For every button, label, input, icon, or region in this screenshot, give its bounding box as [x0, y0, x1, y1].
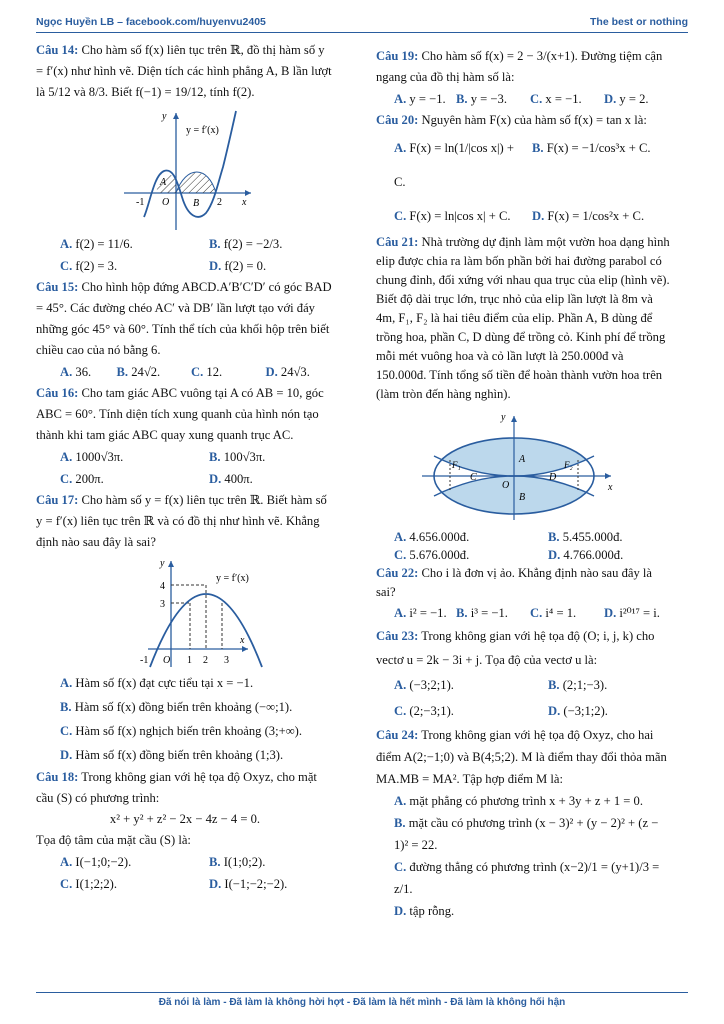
q22-options: [376, 602, 672, 624]
q21-region-a: A: [519, 454, 526, 465]
q21-text: Nhà trường dự định làm một vườn hoa dạng hình elip được chia ra làm bốn phần bởi hai đường parabol có chung đỉnh, đối xứng với nhau qua trục của elip (hình vẽ). Biết độ dài trục lớn, trục nhỏ của elip lần lượt là 8m và 4m, F₁, F₂ là hai tiêu điểm của elip. Phần A, B dùng để trồng hoa, phần C, D dùng để trồng cỏ. Kinh phí để trồng mỗi mét vuông hoa và cỏ lần lượt là 250.000đ và 150.000đ. Tính tổng số tiền để hoàn thành vườn hoa trên (làm tròn đến hàng nghìn).: [376, 235, 670, 401]
question-23: [376, 624, 672, 724]
q17-tick-m1: -1: [140, 655, 149, 666]
question-20: [376, 110, 672, 233]
q15-text: Cho hình hộp đứng ABCD.A′B′C′D′ có góc BAD = 45°. Các đường chéo AC′ và DB′ lần lượt tạo với đáy những góc 45° và 60°. Tính thể tích của khối hộp trên biết chiều cao của nó bằng 6.: [36, 280, 332, 357]
q16-label: Câu 16:: [36, 386, 79, 400]
q17-option-b[interactable]: B. Hàm số f(x) đồng biến trên khoảng (−∞;1).: [60, 700, 293, 714]
q23-label: Câu 23:: [376, 629, 419, 643]
q14-origin: O: [162, 197, 170, 208]
q17-graph: [36, 553, 334, 671]
q14-region-b: B: [193, 198, 200, 209]
q20-option-c[interactable]: C. F(x) = ln|cos x| + C.: [394, 209, 511, 223]
q19-option-a[interactable]: A. y = −1.: [394, 92, 446, 106]
question-21: [376, 233, 672, 564]
q24-option-d[interactable]: D. tập rỗng.: [394, 904, 455, 918]
q21-focus-2: F₂: [564, 460, 573, 470]
q14-option-c[interactable]: C. f(2) = 3.: [60, 259, 118, 273]
q14-options: [36, 233, 334, 277]
q18-label: Câu 18:: [36, 770, 79, 784]
right-column: [376, 40, 672, 922]
q21-option-c[interactable]: C. 5.676.000đ.: [394, 548, 470, 562]
q21-region-b: B: [519, 492, 526, 503]
q24-option-c[interactable]: C. đường thẳng có phương trình (x−2)/1 = (y+1)/3 = z/1.: [394, 860, 660, 896]
q17-text: Cho hàm số y = f(x) liên tục trên ℝ. Biết hàm số y = f′(x) liên tục trên ℝ và có đồ thị như hình vẽ. Khẳng định nào sau đây là sai?: [36, 493, 327, 549]
q17-option-a[interactable]: A. Hàm số f(x) đạt cực tiểu tại x = −1.: [60, 676, 254, 690]
q17-tick-1: 1: [187, 655, 192, 666]
q16-option-b[interactable]: B. 100√3π.: [209, 450, 266, 464]
q19-option-c[interactable]: C. x = −1.: [530, 92, 582, 106]
q17-tick-2: 2: [203, 655, 208, 666]
q20-option-a[interactable]: A. F(x) = ln(1/|cos x|) + C.: [394, 141, 514, 189]
page-header: [36, 14, 688, 33]
question-22: [376, 564, 672, 624]
question-19: [376, 46, 672, 110]
q20-options: [376, 131, 672, 233]
question-17: [36, 490, 334, 767]
q24-text: Trong không gian với hệ tọa độ Oxyz, cho hai điểm A(2;−1;0) và B(4;5;2). M là điểm thay đổi thỏa mãn MA.MB = MA². Tập hợp điểm M là:: [376, 728, 667, 786]
q21-region-c: C: [470, 472, 477, 483]
q23-text: Trong không gian với hệ tọa độ (O; i, j, k) cho vectơ u = 2k − 3i + j. Tọa độ của vectơ u là:: [376, 629, 655, 667]
q18-option-c[interactable]: C. I(1;2;2).: [60, 877, 118, 891]
q15-option-d[interactable]: D. 24√3.: [265, 365, 310, 379]
q22-option-a[interactable]: A. i² = −1.: [394, 606, 447, 620]
q19-option-b[interactable]: B. y = −3.: [456, 92, 507, 106]
q18-text2: Tọa độ tâm của mặt cầu (S) là:: [36, 833, 191, 847]
q20-option-d[interactable]: D. F(x) = 1/cos²x + C.: [532, 209, 645, 223]
q15-options: [36, 361, 334, 383]
q22-option-c[interactable]: C. i⁴ = 1.: [530, 606, 577, 620]
q21-label: Câu 21:: [376, 235, 419, 249]
q20-label: Câu 20:: [376, 113, 419, 127]
q14-tick-2: 2: [217, 197, 222, 208]
question-16: [36, 383, 334, 490]
q22-option-d[interactable]: D. i²⁰¹⁷ = i.: [604, 606, 660, 620]
q21-axis-x: x: [608, 482, 613, 493]
header-right: The best or nothing: [590, 16, 688, 28]
q18-option-d[interactable]: D. I(−1;−2;−2).: [209, 877, 288, 891]
q17-options: [36, 671, 334, 767]
q21-option-b[interactable]: B. 5.455.000đ.: [548, 530, 623, 544]
q17-origin: O: [163, 655, 171, 666]
q18-option-a[interactable]: A. I(−1;0;−2).: [60, 855, 132, 869]
q19-options: [376, 88, 672, 110]
q24-option-b[interactable]: B. mặt cầu có phương trình (x − 3)² + (y − 2)² + (z − 1)² = 22.: [394, 816, 659, 852]
q19-option-d[interactable]: D. y = 2.: [604, 92, 649, 106]
q20-text: Nguyên hàm F(x) của hàm số f(x) = tan x là:: [421, 113, 647, 127]
q24-label: Câu 24:: [376, 728, 419, 742]
q18-options: [36, 851, 334, 895]
q17-option-d[interactable]: D. Hàm số f(x) đồng biến trên khoảng (1;3).: [60, 748, 284, 762]
q22-option-b[interactable]: B. i³ = −1.: [456, 606, 508, 620]
q17-tick-4: 4: [160, 581, 165, 592]
q23-option-a[interactable]: A. (−3;2;1).: [394, 678, 454, 692]
q16-option-d[interactable]: D. 400π.: [209, 472, 253, 486]
q21-option-a[interactable]: A. 4.656.000đ.: [394, 530, 470, 544]
q14-tick-m1: -1: [136, 197, 145, 208]
question-24: [376, 724, 672, 922]
q18-equation: x² + y² + z² − 2x − 4z − 4 = 0.: [109, 812, 261, 826]
q14-label: Câu 14:: [36, 43, 79, 57]
left-column: [36, 40, 334, 895]
q22-text: Cho i là đơn vị ảo. Khẳng định nào sau đây là sai?: [376, 566, 653, 599]
q21-graph: [376, 408, 672, 524]
q16-option-c[interactable]: C. 200π.: [60, 472, 104, 486]
q17-axis-y: y: [160, 558, 165, 569]
q15-label: Câu 15:: [36, 280, 79, 294]
q17-option-c[interactable]: C. Hàm số f(x) nghịch biến trên khoảng (3;+∞).: [60, 724, 303, 738]
q21-origin: O: [502, 480, 510, 491]
page-footer: Đã nói là làm - Đã làm là không hời hợt - Đã làm là hết mình - Đã làm là không hối hận: [36, 992, 688, 1008]
q16-options: [36, 446, 334, 490]
q22-label: Câu 22:: [376, 566, 419, 580]
q21-region-d: D: [549, 472, 557, 483]
q15-option-b[interactable]: B. 24√2.: [116, 365, 161, 379]
q23-option-c[interactable]: C. (2;−3;1).: [394, 704, 454, 718]
header-left: Ngọc Huyền LB – facebook.com/huyenvu2405: [36, 16, 266, 28]
q23-options: [376, 672, 672, 724]
q23-option-b[interactable]: B. (2;1;−3).: [548, 678, 608, 692]
q24-option-a[interactable]: A. mặt phẳng có phương trình x + 3y + z + 1 = 0.: [394, 794, 643, 808]
q14-option-b[interactable]: B. f(2) = −2/3.: [209, 237, 283, 251]
q14-option-a[interactable]: A. f(2) = 11/6.: [60, 237, 133, 251]
q14-region-a: A: [160, 177, 167, 188]
question-15: [36, 277, 334, 383]
q17-label: Câu 17:: [36, 493, 79, 507]
q18-option-b[interactable]: B. I(1;0;2).: [209, 855, 266, 869]
q17-tick-3x: 3: [224, 655, 229, 666]
q18-text: Trong không gian với hệ tọa độ Oxyz, cho mặt cầu (S) có phương trình:: [36, 770, 317, 805]
q20-option-b[interactable]: B. F(x) = −1/cos³x + C.: [532, 141, 651, 155]
q15-option-c[interactable]: C. 12.: [191, 365, 223, 379]
q21-focus-1: F₁: [452, 460, 461, 470]
q14-graph: [36, 105, 334, 233]
question-14: [36, 40, 334, 277]
q21-options: [376, 528, 672, 564]
q16-text: Cho tam giác ABC vuông tại A có AB = 10, góc ABC = 60°. Tính diện tích xung quanh của hình nón tạo thành khi tam giác ABC quay xung quanh trục AC.: [36, 386, 324, 442]
q17-fn-label: y = f′(x): [216, 573, 249, 584]
q14-fn-label: y = f′(x): [186, 125, 219, 136]
q21-axis-y: y: [501, 412, 506, 423]
q24-options: [376, 790, 672, 922]
q21-option-d[interactable]: D. 4.766.000đ.: [548, 548, 624, 562]
q14-option-d[interactable]: D. f(2) = 0.: [209, 259, 267, 273]
q14-axis-y: y: [162, 111, 167, 122]
q16-option-a[interactable]: A. 1000√3π.: [60, 450, 124, 464]
q23-option-d[interactable]: D. (−3;1;2).: [548, 704, 608, 718]
q17-axis-x: x: [240, 635, 245, 646]
question-18: [36, 767, 334, 895]
q14-axis-x: x: [242, 197, 247, 208]
q15-option-a[interactable]: A. 36.: [60, 365, 92, 379]
q17-tick-3: 3: [160, 599, 165, 610]
q19-label: Câu 19:: [376, 49, 419, 63]
q14-text: Cho hàm số f(x) liên tục trên ℝ, đồ thị hàm số y = f′(x) như hình vẽ. Diện tích các hình phẳng A, B lần lượt là 5/12 và 8/3. Biết f(−1) = 19/12, tính f(2).: [36, 43, 332, 99]
q19-text: Cho hàm số f(x) = 2 − 3/(x+1). Đường tiệm cận ngang của đồ thị hàm số là:: [376, 49, 663, 84]
